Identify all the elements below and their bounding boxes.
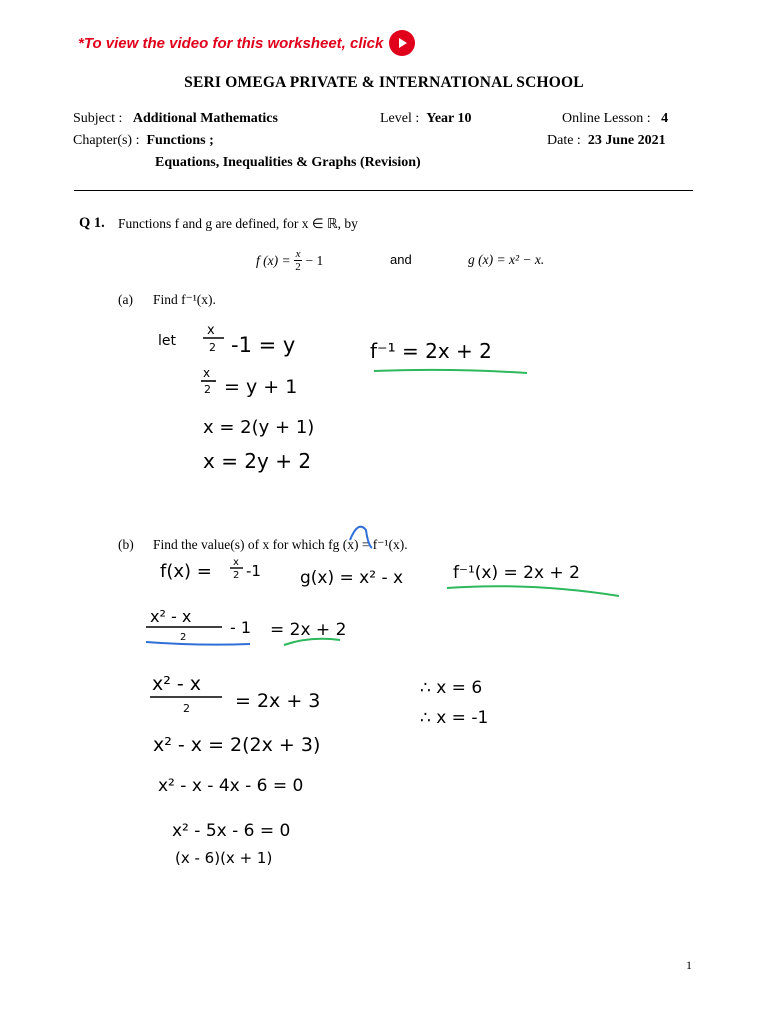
- video-link-text[interactable]: *To view the video for this worksheet, click: [78, 34, 384, 52]
- question-number: Q 1.: [79, 215, 105, 231]
- hw-b-eq1-num: x² - x: [150, 607, 192, 626]
- hw-a-line1-num: x: [207, 323, 215, 338]
- f-fraction: [294, 248, 303, 273]
- header-divider: [74, 190, 693, 191]
- hw-a-line2-den: 2: [204, 383, 211, 396]
- level-row: [380, 111, 472, 127]
- part-a-text: Find f⁻¹(x).: [153, 292, 216, 307]
- lesson-label: Online Lesson :: [562, 111, 651, 126]
- hw-a-answer-underline: [374, 370, 527, 373]
- play-icon: [396, 37, 408, 49]
- subject-value: Additional Mathematics: [132, 111, 278, 126]
- hw-b-eq2-den: 2: [183, 702, 190, 715]
- f-frac-den: 2: [295, 261, 301, 273]
- hw-b-eq6: (x - 6)(x + 1): [175, 849, 273, 867]
- chapters-line-2-row: [155, 155, 421, 171]
- subject-label: Subject :: [73, 111, 123, 126]
- date-label: Date :: [547, 133, 581, 148]
- f-rhs: − 1: [305, 252, 324, 268]
- g-definition: [468, 252, 544, 268]
- hw-b-eq5: x² - 5x - 6 = 0: [172, 821, 291, 841]
- school-name: SERI OMEGA PRIVATE & INTERNATIONAL SCHOOL: [184, 74, 584, 91]
- hw-b-eq2-num: x² - x: [152, 673, 202, 695]
- question-intro: Functions f and g are defined, for x ∈ ℝ, by: [118, 216, 358, 231]
- lesson-value: 4: [661, 111, 669, 126]
- g-def: g (x) = x² − x.: [468, 252, 545, 267]
- part-b-label: (b): [118, 537, 134, 552]
- hw-b-eq1-mid: - 1: [230, 618, 252, 637]
- part-a-label: (a): [118, 292, 133, 307]
- hw-b-eq3: x² - x = 2(2x + 3): [153, 734, 321, 756]
- hw-b-f-rest: -1: [246, 562, 261, 580]
- hw-b-ans1: ∴ x = 6: [420, 678, 483, 698]
- chapters-label: Chapter(s) :: [73, 133, 140, 148]
- hw-b-g: g(x) = x² - x: [300, 568, 404, 588]
- level-label: Level :: [380, 111, 420, 126]
- hw-a-answer: f⁻¹ = 2x + 2: [370, 339, 492, 363]
- hw-b-eq1-green-underline: [284, 639, 340, 645]
- hw-b-eq2-rhs: = 2x + 3: [235, 690, 321, 712]
- lesson-row: [562, 111, 668, 127]
- hw-b-ans2: ∴ x = -1: [420, 708, 489, 728]
- hw-b-f-den: 2: [233, 570, 240, 581]
- hw-b-finv-underline: [447, 586, 619, 596]
- hw-a-line1-den: 2: [209, 341, 216, 354]
- f-lhs: f (x) =: [256, 252, 291, 268]
- hw-b-eq1-rhs: = 2x + 2: [270, 620, 347, 640]
- hw-a-line3: x = 2(y + 1): [203, 417, 315, 438]
- hw-b-eq1-den: 2: [180, 632, 187, 643]
- hw-b-eq1-blue-underline: [146, 642, 250, 645]
- hw-a-line2-num: x: [203, 366, 211, 380]
- hw-b-f-num: x: [233, 557, 239, 568]
- video-banner: [78, 30, 415, 56]
- and-word: and: [390, 252, 412, 267]
- hw-b-finv: f⁻¹(x) = 2x + 2: [453, 563, 580, 583]
- date-value: 23 June 2021: [587, 133, 666, 148]
- hw-a-let: let: [158, 333, 176, 349]
- part-b-text: Find the value(s) of x for which fg (x) = f⁻¹(x).: [153, 537, 408, 552]
- level-value: Year 10: [426, 111, 472, 126]
- page-number: 1: [686, 958, 692, 972]
- play-video-button[interactable]: [389, 30, 415, 56]
- hw-a-line2-rest: = y + 1: [224, 376, 298, 398]
- date-row: [547, 133, 666, 149]
- chapters-line-2: Equations, Inequalities & Graphs (Revision): [155, 155, 421, 170]
- hw-a-line4: x = 2y + 2: [203, 449, 312, 473]
- hw-b-eq4: x² - x - 4x - 6 = 0: [158, 776, 304, 796]
- f-frac-num: x: [295, 248, 301, 260]
- hw-a-line1-rest: -1 = y: [231, 333, 296, 357]
- chapters-line-1: Functions ;: [146, 133, 214, 148]
- chapters-row: [73, 133, 214, 149]
- subject-row: [73, 111, 278, 127]
- f-definition: [256, 248, 323, 273]
- hw-b-f: f(x) =: [160, 561, 212, 582]
